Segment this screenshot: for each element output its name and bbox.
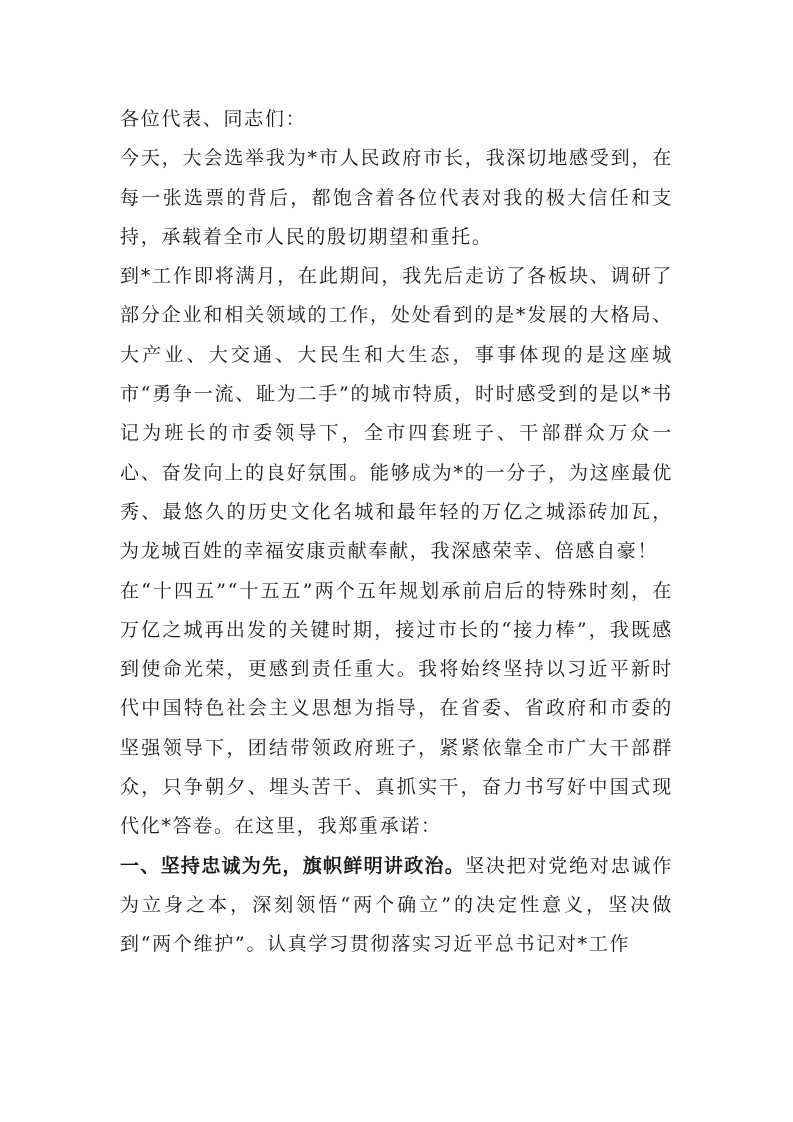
pledge-one-body: 坚决把对党绝对忠诚作为立身之本，深刻领悟“两个确立”的决定性意义，坚决做到“两个维护”。认真学习贯彻落实习近平总书记对*工作 bbox=[120, 854, 673, 956]
paragraph-commitment: 在“十四五”“十五五”两个五年规划承前启后的特殊时刻，在万亿之城再出发的关键时期，接过市长的“接力棒”，我既感到使命光荣，更感到责任重大。我将始终坚持以习近平新时代中国特色社会主义思想为指导，在省委、省政府和市委的坚强领导下，团结带领政府班子，紧紧依靠全市广大干部群众，只争朝夕、埋头苦干、真抓实干，奋力书写好中国式现代化*答卷。在这里，我郑重承诺： bbox=[120, 579, 673, 838]
paragraph-first-month: 到*工作即将满月，在此期间，我先后走访了各板块、调研了部分企业和相关领域的工作，处处看到的是*发展的大格局、大产业、大交通、大民生和大生态，事事体现的是这座城市“勇争一流、耻为二手”的城市特质，时时感受到的是以*书记为班长的市委领导下，全市四套班子、干部群众万众一心、奋发向上的良好氛围。能够成为*的一分子，为这座最优秀、最悠久的历史文化名城和最年轻的万亿之城添砖加瓦，为龙城百姓的幸福安康贡献奉献，我深感荣幸、倍感自豪！ bbox=[120, 265, 673, 563]
paragraph-pledge-one bbox=[120, 847, 673, 965]
pledge-one-heading: 一、坚持忠诚为先，旗帜鲜明讲政治。 bbox=[120, 854, 466, 877]
document-body bbox=[120, 100, 673, 965]
paragraph-election-thanks: 今天，大会选举我为*市人民政府市长，我深切地感受到，在每一张选票的背后，都饱含着各位代表对我的极大信任和支持，承载着全市人民的殷切期望和重托。 bbox=[120, 147, 673, 248]
salutation: 各位代表、同志们： bbox=[120, 108, 307, 130]
